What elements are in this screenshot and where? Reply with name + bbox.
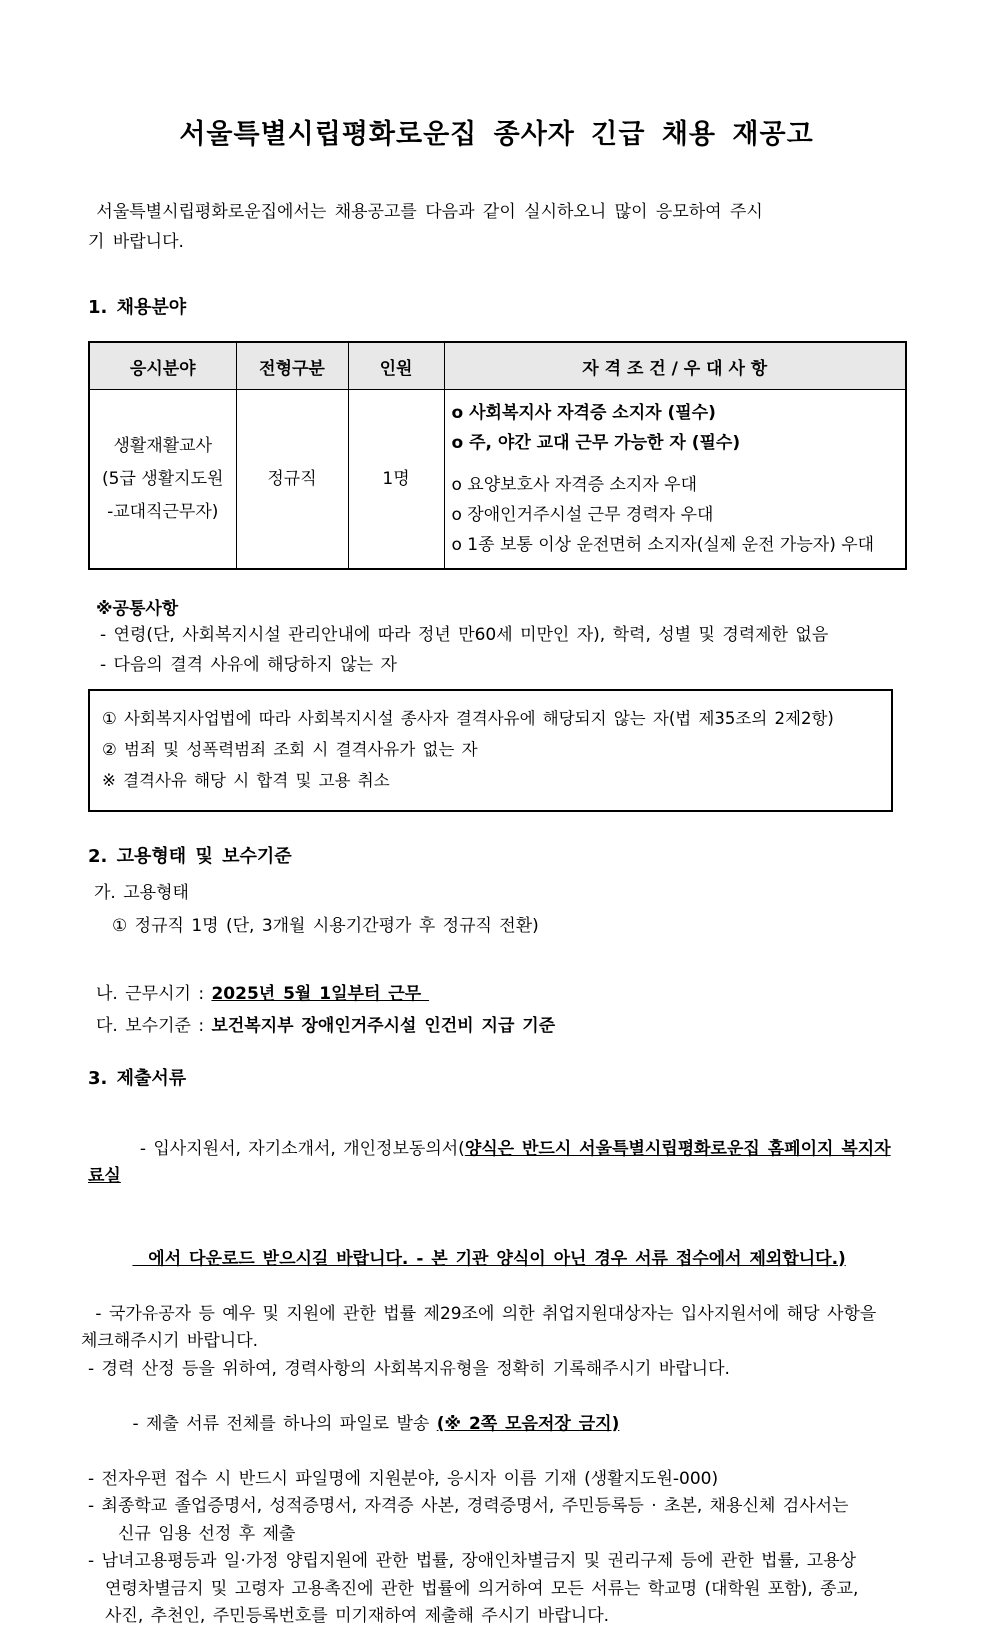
single-file-prefix: - 제출 서류 전체를 하나의 파일로 발송 (132, 1413, 437, 1434)
document-title: 서울특별시립평화로운집 종사자 긴급 채용 재공고 (179, 119, 814, 150)
qualification-required-2: o 주, 야간 교대 근무 가능한 자 (필수) (451, 433, 741, 453)
document-page (0, 112, 992, 1626)
application-form-notice-cont: 에서 다운로드 받으시길 바랍니다. - 본 기관 양식이 아닌 경우 서류 접수에서 제외합니다.) (132, 1248, 846, 1269)
position-line-3: -교대직근무자) (107, 501, 219, 522)
submission-item-single-file (88, 1383, 905, 1466)
header-headcount: 인원 (348, 342, 444, 390)
common-item-age: - 연령(단, 사회복지시설 관리안내에 따라 정년 만60세 미만인 자), 학력, 성별 및 경력제한 없음 (100, 625, 829, 645)
application-form-notice: 양식은 반드시 서울특별시립평화로운집 홈페이지 복지자료실 (88, 1138, 891, 1186)
submission-documents-list (81, 1108, 905, 1631)
section1-heading: 1. 채용분야 (88, 297, 187, 318)
employment-type-item: ① 정규직 1명 (단, 3개월 시용기간평가 후 정규직 전환) (112, 916, 539, 936)
submission-item-veterans: - 국가유공자 등 예우 및 지원에 관한 법률 제29조에 의한 취업지원대상자는 입사지원서에 해당 사항을 (88, 1303, 877, 1324)
disqualification-line-3: ※ 결격사유 해당 시 합격 및 고용 취소 (102, 771, 390, 790)
cell-headcount: 1명 (348, 390, 444, 570)
work-start-value: 2025년 5월 1일부터 근무 (211, 984, 430, 1004)
employment-type-subheading: 가. 고용형태 (94, 883, 189, 903)
common-heading: ※공통사항 (96, 599, 179, 619)
header-employment-type: 전형구분 (236, 342, 348, 390)
work-start-label: 나. 근무시기 : (96, 984, 212, 1004)
submission-item-career: - 경력 산정 등을 위하여, 경력사항의 사회복지유형을 정확히 기록해주시기 바랍니다. (88, 1358, 730, 1379)
section2-heading: 2. 고용형태 및 보수기준 (88, 846, 292, 867)
submission-item-veterans-cont: 체크해주시기 바랍니다. (81, 1331, 259, 1351)
position-line-1: 생활재활교사 (113, 435, 213, 456)
intro-line-1: 서울특별시립평화로운집에서는 채용공고를 다음과 같이 실시하오니 많이 응모하여 주시 (88, 202, 763, 222)
submission-item-laws-cont2: 사진, 추천인, 주민등록번호를 미기재하여 제출해 주시기 바랍니다. (105, 1606, 610, 1626)
pay-standard-value: 보건복지부 장애인거주시설 인건비 지급 기준 (211, 1016, 556, 1036)
pay-standard-line (88, 1010, 905, 1042)
qualification-required-1: o 사회복지사 자격증 소지자 (필수) (451, 403, 716, 423)
header-apply-field: 응시분야 (89, 342, 236, 390)
application-prefix: - 입사지원서, 자기소개서, 개인정보동의서( (132, 1138, 465, 1159)
submission-item-application (88, 1108, 905, 1218)
disqualification-line-1: ① 사회복지사업법에 따라 사회복지시설 종사자 결격사유에 해당되지 않는 자(법 제35조의 2제2항) (102, 709, 834, 728)
header-qualifications: 자 격 조 건 / 우 대 사 항 (444, 342, 906, 390)
submission-item-laws-cont1: 연령차별금지 및 고령자 고용촉진에 관한 법률에 의거하여 모든 서류는 학교명 (대학원 포함), 종교, (105, 1578, 859, 1599)
cell-qualifications (444, 390, 906, 570)
disqualification-line-2: ② 범죄 및 성폭력범죄 조회 시 결격사유가 없는 자 (102, 740, 478, 759)
table-row (89, 390, 906, 570)
qualification-preferred-3: o 1종 보통 이상 운전면허 소지자(실제 운전 가능자) 우대 (451, 535, 875, 555)
position-line-2: (5급 생활지도원 (102, 468, 224, 489)
section3-heading: 3. 제출서류 (88, 1068, 187, 1089)
submission-item-certificates-cont: 신규 임용 선정 후 제출 (118, 1523, 296, 1544)
submission-item-email: - 전자우편 접수 시 반드시 파일명에 지원분야, 응시자 이름 기재 (생활지도원-000) (88, 1468, 719, 1489)
recruit-table (88, 341, 907, 570)
submission-item-application-cont (88, 1218, 905, 1301)
common-requirements (88, 594, 905, 679)
pay-standard-label: 다. 보수기준 : (96, 1016, 212, 1036)
submission-item-certificates: - 최종학교 졸업증명서, 성적증명서, 자격증 사본, 경력증명서, 주민등록등 · 초본, 채용신체 검사서는 (88, 1496, 849, 1516)
qualification-preferred-1: o 요양보호사 자격증 소지자 우대 (451, 475, 698, 495)
cell-position (89, 390, 236, 570)
common-item-disqualification: - 다음의 결격 사유에 해당하지 않는 자 (100, 655, 397, 675)
table-header-row (89, 342, 906, 390)
submission-item-laws: - 남녀고용평등과 일·가정 양립지원에 관한 법률, 장애인차별금지 및 권리구제 등에 관한 법률, 고용상 (88, 1551, 857, 1571)
work-start-line (88, 978, 905, 1010)
qualification-spacer (452, 458, 902, 470)
intro-line-2: 기 바랍니다. (88, 232, 184, 252)
disqualification-box (88, 689, 893, 812)
cell-employment-type: 정규직 (236, 390, 348, 570)
single-file-warning: (※ 2쪽 모음저장 금지) (436, 1413, 620, 1434)
intro-paragraph (88, 197, 905, 257)
qualification-preferred-2: o 장애인거주시설 근무 경력자 우대 (451, 505, 714, 525)
